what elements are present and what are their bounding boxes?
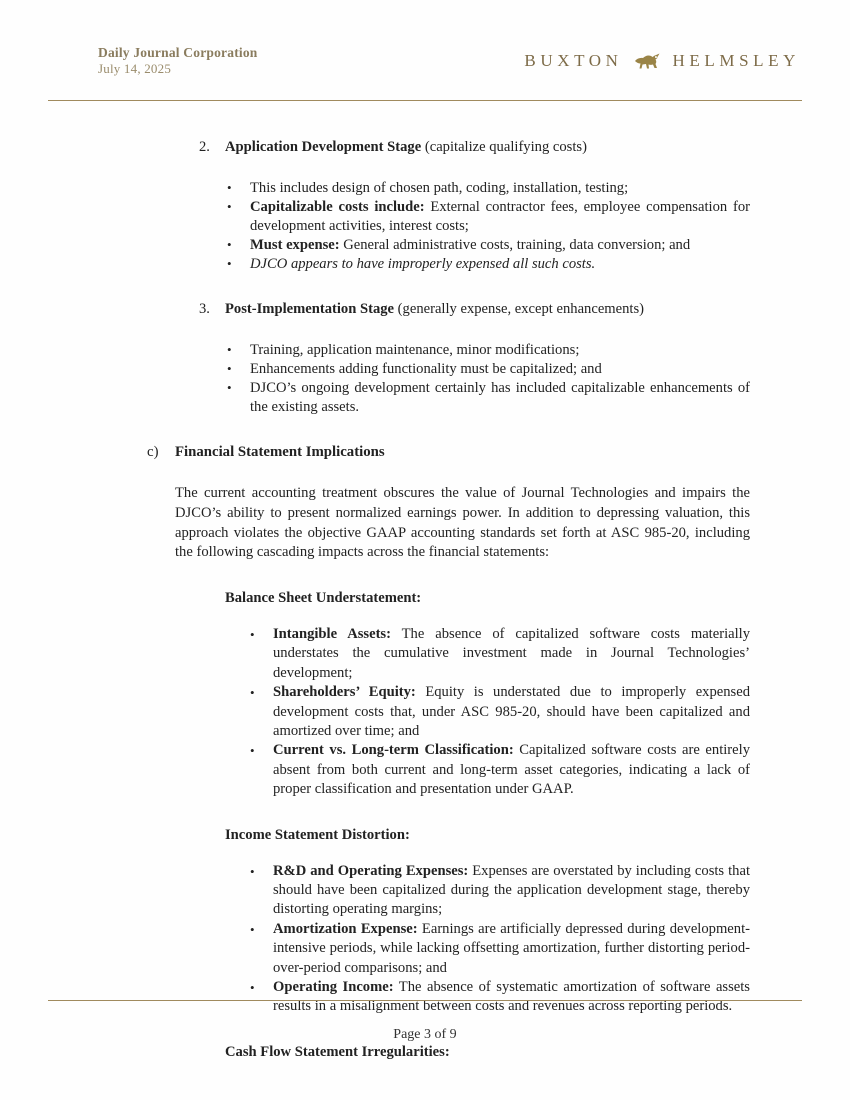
bullet-icon: • — [250, 921, 255, 937]
document-content — [0, 138, 850, 1062]
list-item — [227, 236, 750, 255]
list-item-text — [273, 741, 750, 799]
list-item-lead: Operating Income: — [273, 978, 394, 995]
list-item-text — [273, 625, 750, 683]
page-header — [48, 44, 802, 96]
bullet-icon: • — [250, 743, 255, 759]
list-item-lead: Amortization Expense: — [273, 920, 418, 937]
numbered-item-2-title: Application Development Stage — [225, 139, 422, 155]
list-item — [250, 920, 750, 978]
list-item-lead: Must expense: — [250, 237, 340, 254]
list-item-body: The absence of capitalized software costs materially understates the cumulative investment made in Journal Technologies’ development; — [273, 625, 751, 681]
numbered-item-2-marker: 2. — [199, 139, 210, 155]
balance-sheet-heading: Balance Sheet Understatement: — [225, 589, 422, 606]
bullet-icon: • — [227, 179, 232, 195]
lettered-item-c-marker: c) — [147, 444, 159, 461]
list-item — [250, 741, 750, 799]
running-horse-icon — [633, 50, 663, 72]
bullet-icon: • — [227, 380, 232, 396]
brand-word-helmsley: HELMSLEY — [672, 51, 800, 70]
document-company-name: Daily Journal Corporation — [98, 45, 258, 60]
list-item — [250, 625, 750, 683]
list-item — [250, 683, 750, 741]
brand-word-buxton: BUXTON — [524, 51, 623, 70]
numbered-item-3 — [199, 300, 750, 319]
list-item-body: Earnings are artificially depressed during development-intensive periods, while lacking offsetting amortization, further distorting period-over-period comparisons; and — [273, 920, 750, 976]
list-item — [250, 978, 750, 1017]
list-item — [250, 862, 750, 920]
list-item-text: Enhancements adding functionality must be capitalized; and — [250, 361, 602, 378]
header-divider-rule — [48, 100, 802, 101]
list-item-text — [273, 862, 750, 920]
list-item — [227, 198, 750, 236]
numbered-item-3-paren: (generally expense, except enhancements) — [394, 301, 645, 318]
list-item-lead: R&D and Operating Expenses: — [273, 862, 469, 879]
bullet-icon: • — [227, 361, 232, 377]
numbered-item-3-heading — [225, 300, 750, 319]
list-item — [227, 341, 750, 360]
numbered-item-2 — [199, 138, 750, 157]
list-item-text — [250, 198, 750, 236]
cash-flow-heading: Cash Flow Statement Irregularities: — [225, 1043, 450, 1060]
list-item-body: General administrative costs, training, data conversion; and — [339, 237, 691, 254]
list-item — [227, 360, 750, 379]
list-item-text: DJCO’s ongoing development certainly has included capitalizable enhancements of the existing assets. — [250, 380, 750, 416]
footer-divider-rule — [48, 1000, 802, 1001]
list-item-text — [273, 920, 750, 978]
list-item-text — [273, 683, 750, 741]
lettered-item-c-title: Financial Statement Implications — [175, 444, 385, 461]
list-item-text-italic: DJCO appears to have improperly expensed all such costs. — [250, 256, 596, 273]
list-item-text: Training, application maintenance, minor modifications; — [250, 342, 580, 359]
bullet-icon: • — [250, 685, 255, 701]
bullet-icon: • — [250, 979, 255, 995]
bullet-icon: • — [227, 237, 232, 253]
list-item-body: The absence of systematic amortization of software assets results in a misalignment between costs and revenues across reporting periods. — [273, 978, 750, 1015]
list-item-body: Capitalized software costs are entirely absent from both current and long-term asset categories, indicating a lack of proper classification and presentation under GAAP. — [273, 742, 750, 798]
section-c-paragraph: The current accounting treatment obscures the value of Journal Technologies and impairs the DJCO’s ability to present normalized earnings power. In addition to depressing valuation, this approach violates the objective GAAP accounting standards set forth at ASC 985-20, including the following cascading impacts across the financial statements: — [175, 485, 750, 561]
bullet-icon: • — [250, 626, 255, 642]
header-identity-block — [48, 44, 258, 78]
list-item-lead: Current vs. Long-term Classification: — [273, 742, 514, 759]
numbered-item-3-marker: 3. — [199, 301, 210, 318]
buxton-helmsley-logo — [524, 44, 802, 72]
list-item-text: This includes design of chosen path, coding, installation, testing; — [250, 179, 629, 196]
list-item-text — [273, 978, 750, 1017]
bullet-icon: • — [227, 256, 232, 272]
lettered-item-c — [147, 443, 750, 462]
list-item-text — [250, 236, 750, 255]
list-item — [227, 255, 750, 274]
numbered-item-2-heading — [225, 138, 750, 157]
list-item-lead: Capitalizable costs include: — [250, 199, 425, 215]
document-date: July 14, 2025 — [98, 61, 172, 77]
list-item — [227, 379, 750, 417]
list-item-lead: Shareholders’ Equity: — [273, 684, 416, 701]
numbered-item-3-title: Post-Implementation Stage — [225, 301, 395, 318]
bullet-icon: • — [227, 199, 232, 214]
list-item-body: Expenses are overstated by including costs that should have been capitalized during the application development stage, thereby distorting operating margins; — [273, 862, 750, 918]
list-item-body: Equity is understated due to improperly expensed development costs that, under ASC 985-20, should have been capitalized and amortized over time; and — [273, 684, 750, 739]
list-item — [227, 179, 750, 198]
list-item-lead: Intangible Assets: — [273, 625, 391, 642]
bullet-icon: • — [250, 863, 255, 879]
numbered-item-2-paren: (capitalize qualifying costs) — [421, 139, 587, 155]
bullet-icon: • — [227, 342, 232, 358]
page-number-footer: Page 3 of 9 — [393, 1027, 457, 1042]
list-item-body: External contractor fees, employee compensation for development activities, interest costs; — [250, 199, 750, 235]
income-statement-heading: Income Statement Distortion: — [225, 826, 410, 843]
